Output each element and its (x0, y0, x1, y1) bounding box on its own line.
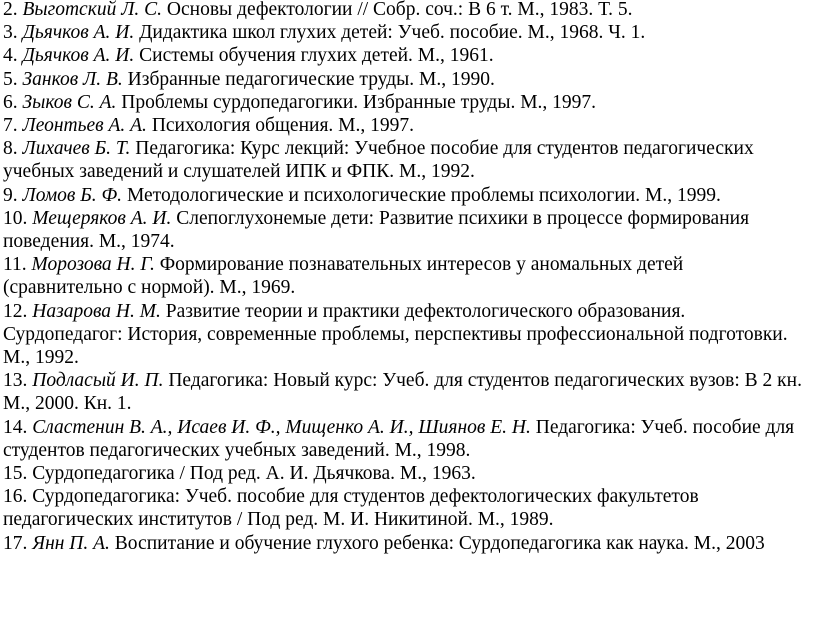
reference-item (3, 253, 803, 299)
reference-title: Сурдопедагогика: Учеб. пособие для студентов дефектологических факультетов педагогических институтов / Под ред. М. И. Никитиной. М., 1989. (3, 486, 699, 531)
reference-author: Мещеряков А. И. (32, 207, 172, 229)
reference-item (3, 532, 803, 555)
reference-title: Психология общения. М., 1997. (151, 115, 415, 137)
reference-number: 12. (3, 300, 28, 322)
reference-number: 5. (3, 68, 18, 90)
reference-number: 9. (3, 184, 18, 206)
reference-item (3, 184, 803, 207)
reference-number: 17. (3, 532, 28, 554)
reference-author: Дьячков А. И. (22, 45, 135, 67)
reference-title: Формирование познавательных интересов у аномальных детей (сравнительно с нормой). М., 1969. (3, 254, 684, 299)
reference-author: Занков Л. В. (22, 68, 123, 90)
reference-title: Основы дефектологии // Собр. соч.: В 6 т. М., 1983. Т. 5. (166, 0, 633, 20)
reference-title: Системы обучения глухих детей. М., 1961. (139, 45, 494, 67)
reference-item (3, 0, 803, 21)
reference-title: Сурдопедагогика / Под ред. А. И. Дьячкова. М., 1963. (32, 463, 476, 485)
reference-number: 11. (3, 254, 27, 276)
reference-item (3, 462, 803, 485)
reference-title: Слепоглухонемые дети: Развитие психики в процессе формирования поведения. М., 1974. (3, 207, 750, 253)
reference-author: Ломов Б. Ф. (22, 184, 123, 206)
reference-number: 7. (3, 115, 18, 137)
reference-item (3, 416, 803, 462)
reference-item (3, 91, 803, 114)
reference-number: 15. (3, 463, 28, 485)
reference-title: Избранные педагогические труды. М., 1990. (127, 68, 495, 90)
reference-item (3, 68, 803, 91)
reference-number: 13. (3, 370, 28, 392)
reference-number: 14. (3, 416, 28, 438)
reference-item (3, 137, 803, 183)
reference-item (3, 485, 803, 531)
reference-number: 3. (3, 22, 18, 44)
reference-item (3, 300, 803, 370)
reference-item (3, 369, 803, 415)
reference-title: Методологические и психологические проблемы психологии. М., 1999. (126, 184, 721, 206)
reference-title: Педагогика: Курс лекций: Учебное пособие для студентов педагогических учебных заведений и слушателей ИПК и ФПК. М., 1992. (3, 138, 754, 183)
reference-author: Морозова Н. Г. (31, 254, 155, 276)
reference-item (3, 21, 803, 44)
reference-author: Выготский Л. С. (22, 0, 163, 20)
reference-title: Развитие теории и практики дефектологического образования. Сурдопедагог: История, современные проблемы, перспективы профессиональной подготовки. М., 1992. (3, 300, 788, 369)
reference-number: 8. (3, 138, 18, 160)
reference-author: Леонтьев А. А. (22, 115, 147, 137)
reference-number: 16. (3, 486, 28, 508)
reference-title: Проблемы сурдопедагогики. Избранные труды. М., 1997. (121, 91, 597, 113)
reference-author: Лихачев Б. Т. (22, 138, 131, 160)
reference-title: Педагогика: Новый курс: Учеб. для студентов педагогических вузов: В 2 кн. М., 2000. Кн. 1. (3, 370, 802, 415)
reference-author: Дьячков А. И. (22, 22, 135, 44)
reference-list (3, 0, 803, 555)
reference-item (3, 207, 803, 253)
reference-number: 2. (3, 0, 18, 20)
reference-title: Педагогика: Учеб. пособие для студентов педагогических учебных заведений. М., 1998. (3, 416, 795, 461)
reference-title: Дидактика школ глухих детей: Учеб. пособие. М., 1968. Ч. 1. (139, 22, 646, 44)
reference-title: Воспитание и обучение глухого ребенка: Сурдопедагогика как наука. М., 2003 (114, 532, 765, 554)
reference-number: 10. (3, 207, 28, 229)
reference-author: Сластенин В. А., Исаев И. Ф., Мищенко А. И., Шиянов Е. Н. (32, 416, 531, 438)
reference-number: 4. (3, 45, 18, 67)
reference-author: Зыков С. А. (22, 91, 117, 113)
reference-author: Назарова Н. М. (32, 300, 161, 322)
reference-author: Янн П. А. (32, 532, 110, 554)
reference-author: Подласый И. П. (32, 370, 164, 392)
reference-item (3, 114, 803, 137)
reference-item (3, 44, 803, 67)
reference-number: 6. (3, 91, 18, 113)
